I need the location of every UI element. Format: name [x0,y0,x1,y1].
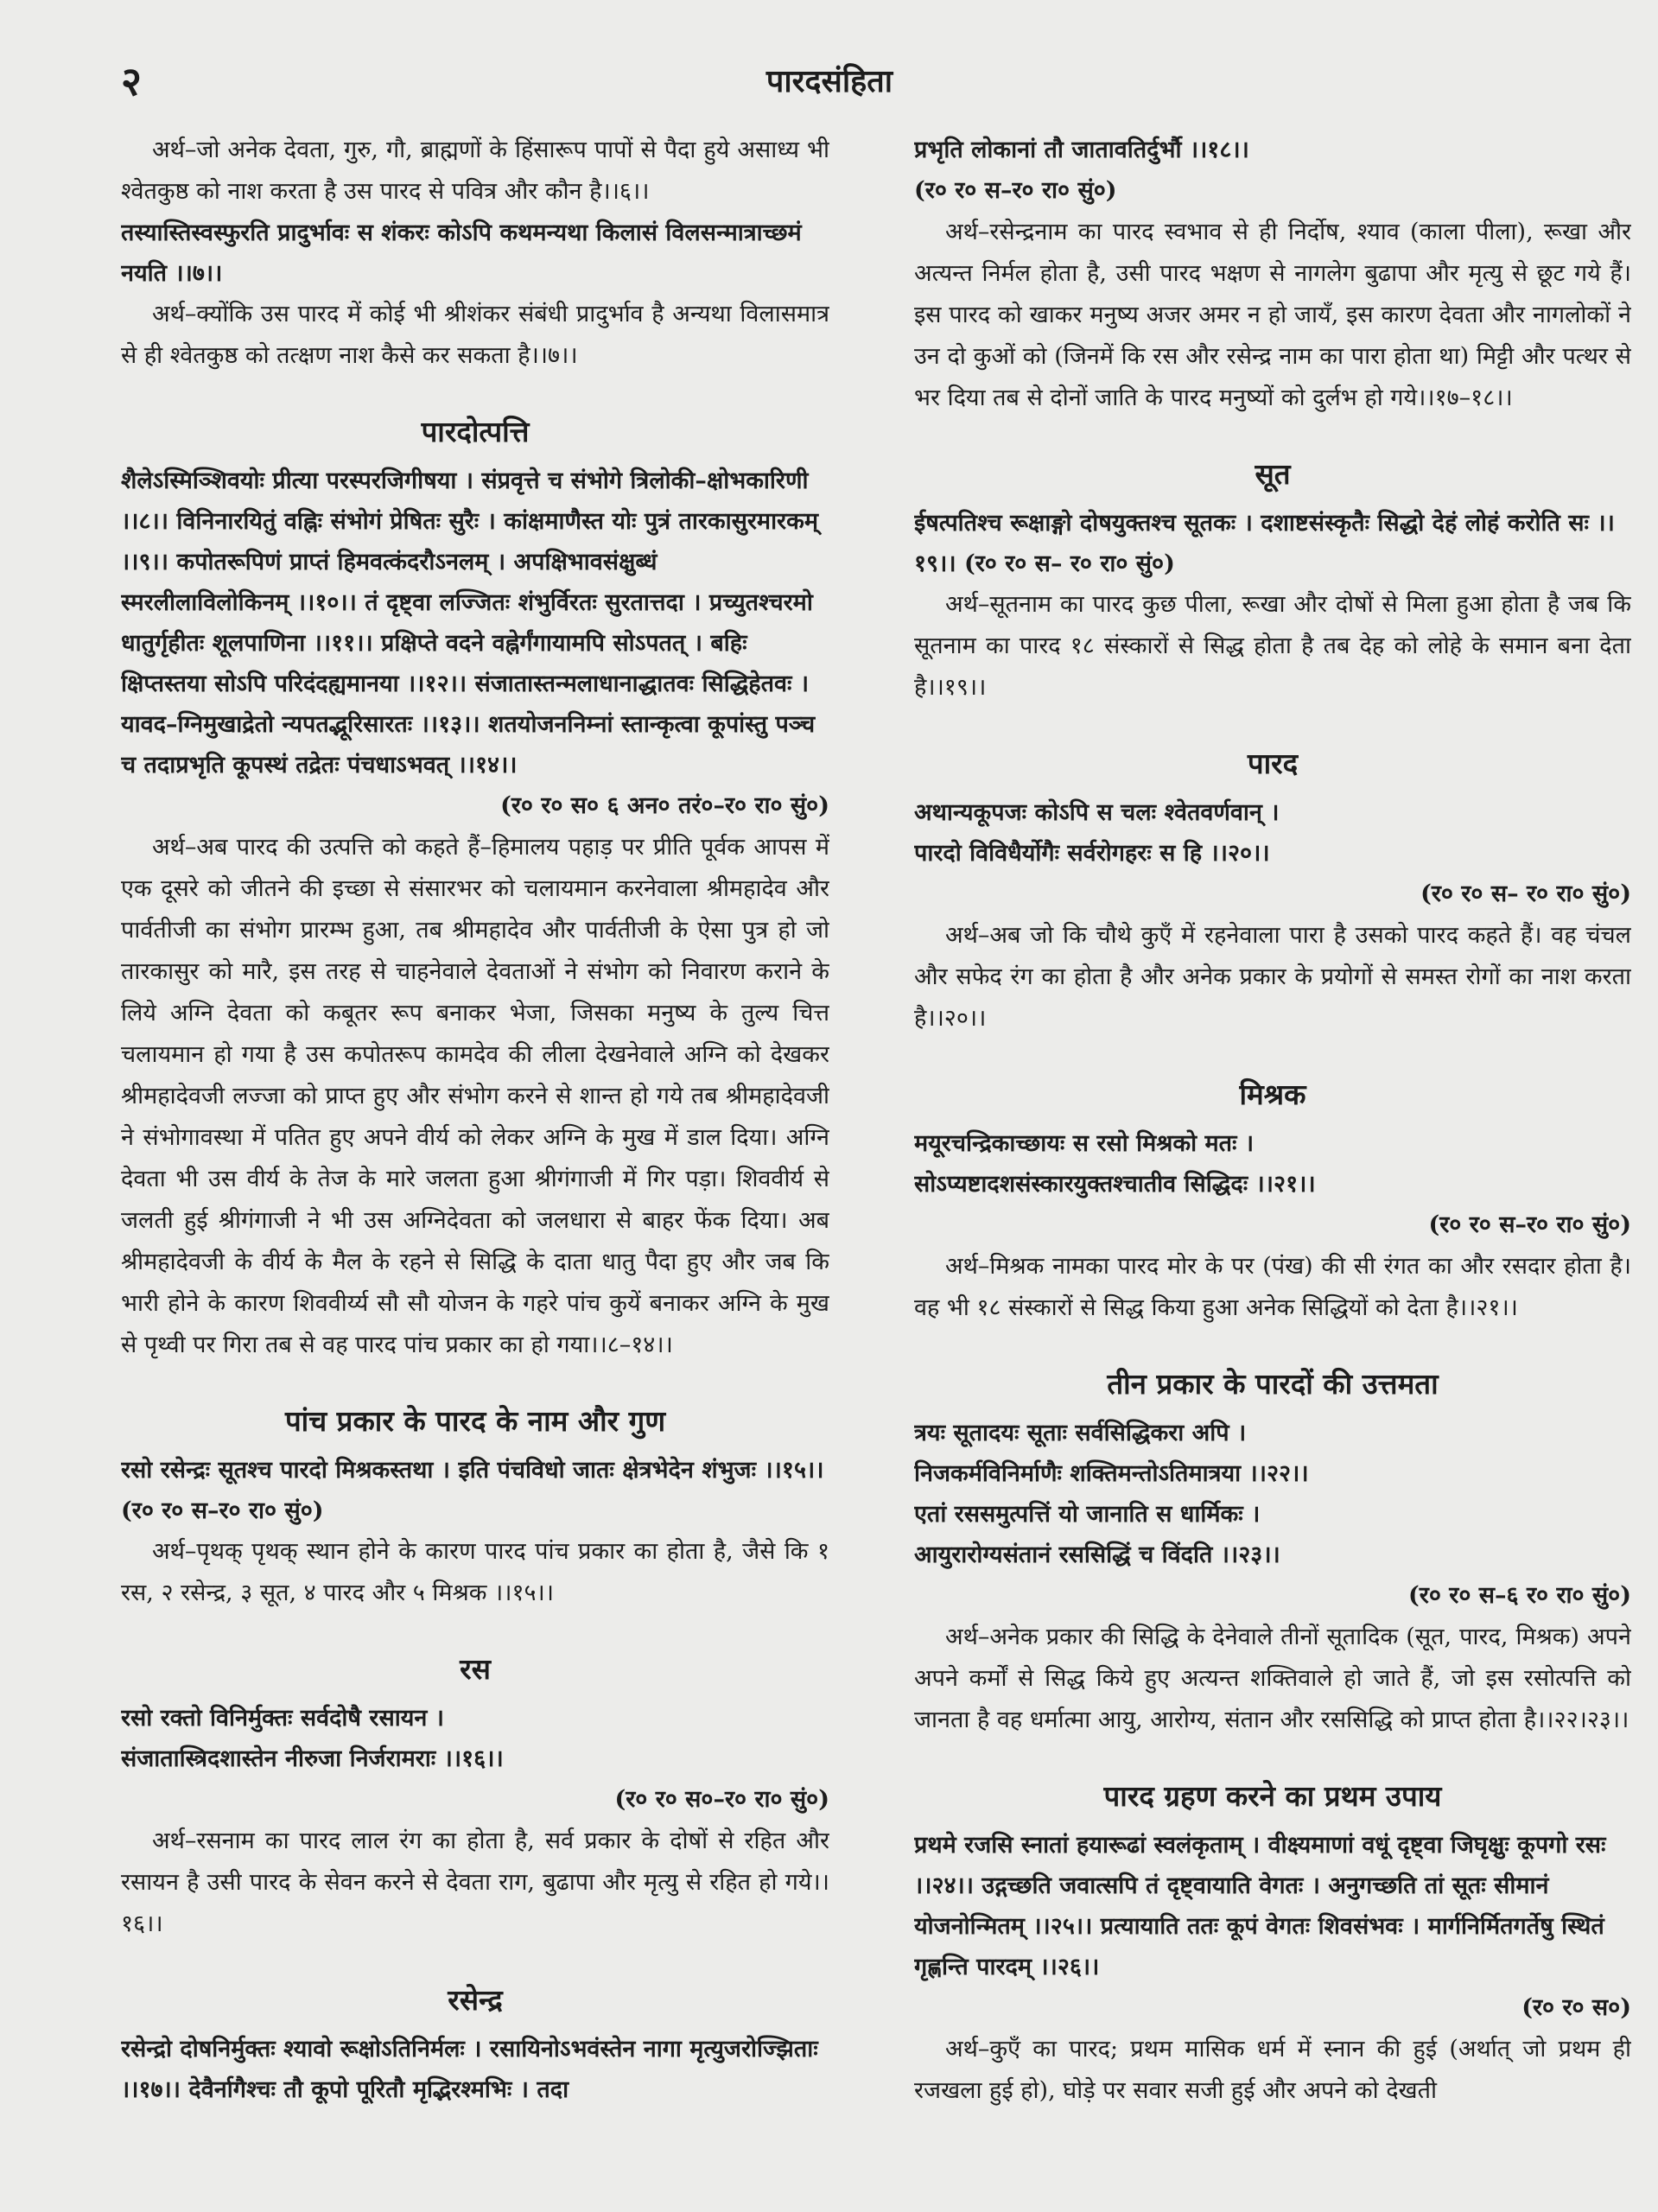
heading-rasa: रस [460,1652,491,1686]
sanskrit-verse-18: प्रभृति लोकानां तौ जातावतिर्दुर्भौ ।।१८।। [914,137,1249,163]
reference-21: (र० र० स–र० रा० सुं०) [1428,1211,1631,1238]
sanskrit-verse-21-line2: सोऽप्यष्टादशसंस्कारयुक्तश्चातीव सिद्धिदः ।।२१।। [914,1171,1316,1198]
meaning-verses-22-23: अर्थ–अनेक प्रकार की सिद्धि के देनेवाले तीनों सूतादिक (सूत, पारद, मिश्रक) अपने अपने कर्मों से सिद्ध किये हुए अत्यन्त शक्तिवाले हो जाते हैं, जो इस रसोत्पत्ति को जानता है वह धर्मात्मा आयु, आरोग्य, संतान और रससिद्धि को प्राप्त होता है।।२२।२३।। [914,1624,1631,1733]
sanskrit-verse-22-line2: निजकर्मविनिर्माणैः शक्तिमन्तोऽतिमात्रया ।।२२।। [914,1460,1309,1487]
reference-16: (र० र० स०–र० रा० सुं०) [614,1786,829,1813]
heading-three-types-excellence: तीन प्रकार के पारदों की उत्तमता [1107,1367,1439,1401]
sanskrit-verse-22-line1: त्रयः सूतादयः सूताः सर्वसिद्धिकरा अपि । [914,1420,1247,1446]
reference-8-14: (र० र० स० ६ अन० तरं०–र० रा० सुं०) [500,792,829,819]
running-title: पारदसंहिता [765,63,893,99]
heading-parad-utpatti: पारदोत्पत्ति [421,415,530,448]
heading-parada: पारद [1247,747,1299,780]
heading-five-types: पांच प्रकार के पारद के नाम और गुण [284,1404,666,1438]
sanskrit-verses-8-14: शैलेऽस्मिञ्शिवयोः प्रीत्या परस्परजिगीषया । संप्रवृत्ते च संभोगे त्रिलोकी–क्षोभकारिणी ।।८।। विनिनारयितुं वह्निः संभोगं प्रेषितः सुरैः । कांक्षमाणैस्त योः पुत्रं तारकासुरमारकम् ।।९।। कपोतरूपिणं प्राप्तं हिमवत्कंदरौऽनलम् । अपक्षिभावसंक्षुब्धं स्मरलीलाविलोकिनम् ।।१०।। तं दृष्ट्वा लज्जितः शंभुर्विरतः सुरतात्तदा । प्रच्युतश्चरमो धातुर्गृहीतः शूलपाणिना ।।११।। प्रक्षिप्ते वदने वह्नेर्गंगायामपि सोऽपतत् । बहिः क्षिप्तस्तया सोऽपि परिदंदह्यमानया ।।१२।। संजातास्तन्मलाधानाद्धातवः सिद्धिहेतवः । यावद–ग्निमुखाद्रेतो न्यपतद्भूरिसारतः ।।१३।। शतयोजननिम्नां स्तान्कृत्वा कूपांस्तु पञ्च च तदाप्रभृति कूपस्थं तद्रेतः पंचधाऽभवत् ।।१४।। [121,467,818,779]
sanskrit-verse-21-line1: मयूरचन्द्रिकाच्छायः स रसो मिश्रको मतः । [914,1130,1255,1157]
meaning-verses-17-18: अर्थ–रसेन्द्रनाम का पारद स्वभाव से ही निर्दोष, श्याव (काला पीला), रूखा और अत्यन्त निर्मल होता है, उसी पारद भक्षण से नागलेग बुढापा और मृत्यु से छूट गये हैं। इस पारद को खाकर मनुष्य अजर अमर न हो जायँ, इस कारण देवता और नागलोकों ने उन दो कुओं को (जिनमें कि रस और रसेन्द्र नाम का पारा होता था) मिट्टी और पत्थर से भर दिया तब से दोनों जाति के पारद मनुष्यों को दुर्लभ हो गये।।१७–१८।। [914,219,1631,411]
heading-suta: सूत [1255,457,1291,491]
sanskrit-verses-24-26: प्रथमे रजसि स्नातां हयारूढां स्वलंकृताम् । वीक्ष्यमाणां वधूं दृष्ट्वा जिघृक्षुः कूपगो रसः ।।२४।। उद्गच्छति जवात्सपि तं दृष्ट्वायाति वेगतः । अनुगच्छति तां सूतः सीमानं योजनोन्मितम् ।।२५।। प्रत्यायाति ततः कूपं वेगतः शिवसंभवः । मार्गनिर्मितगर्तेषु स्थितं गृह्णन्ति पारदम् ।।२६।। [914,1832,1606,1980]
meaning-verse-21: अर्थ–मिश्रक नामका पारद मोर के पर (पंख) की सी रंगत का और रसदार होता है। वह भी १८ संस्कारों से सिद्ध किया हुआ अनेक सिद्धियों को देता है।।२१।। [914,1253,1631,1321]
sanskrit-verse-23-line2: आयुरारोग्यसंतानं रससिद्धिं च विंदति ।।२३।। [914,1541,1280,1568]
page-header [121,54,1538,114]
sanskrit-verse-23-line1: एतां रससमुत्पत्तिं यो जानाति स धार्मिकः । [914,1501,1261,1528]
sanskrit-verse-16-line1: रसो रक्तो विनिर्मुक्तः सर्वदोषै रसायन । [121,1705,444,1732]
meaning-verse-20: अर्थ–अब जो कि चौथे कुएँ में रहनेवाला पारा है उसको पारद कहते हैं। वह चंचल और सफेद रंग का होता है और अनेक प्रकार के प्रयोगों से समस्त रोगों का नाश करता है।।२०।। [914,922,1631,1032]
right-column [914,130,1631,2195]
meaning-verse-7: अर्थ–क्योंकि उस पारद में कोई भी श्रीशंकर संबंधी प्रादुर्भाव है अन्यथा विलासमात्र से ही श्वेतकुष्ठ को तत्क्षण नाश कैसे कर सकता है।।७।। [121,301,829,369]
sanskrit-verse-19: ईषत्पतिश्च रूक्षाङ्गो दोषयुक्तश्च सूतकः । दशाष्टसंस्कृतैः सिद्धो देहं लोहं करोति सः ।।१९।। (र० र० स– र० रा० सुं०) [914,510,1615,577]
page-number: २ [121,58,142,105]
meaning-verse-19: अर्थ–सूतनाम का पारद कुछ पीला, रूखा और दोषों से मिला हुआ होता है जब कि सूतनाम का पारद १८ संस्कारों से सिद्ध होता है तब देह को लोहे के समान बना देता है।।१९।। [914,591,1631,701]
sanskrit-verse-16-line2: संजातास्त्रिदशास्तेन नीरुजा निर्जरामराः ।।१६।। [121,1745,504,1772]
sanskrit-verse-20-line2: पारदो विविधैर्योगैः सर्वरोगहरः स हि ।।२०।। [914,840,1270,867]
sanskrit-verse-15: रसो रसेन्द्रः सूतश्च पारदो मिश्रकस्तथा । इति पंचविधो जातः क्षेत्रभेदेन शंभुजः ।।१५।। (र० र० स–र० रा० सुं०) [121,1457,824,1524]
meaning-verses-8-14: अर्थ–अब पारद की उत्पत्ति को कहते हैं–हिमालय पहाड़ पर प्रीति पूर्वक आपस में एक दूसरे को जीतने की इच्छा से संसारभर को चलायमान करनेवाला श्रीमहादेव और पार्वतीजी का संभोग प्रारम्भ हुआ, तब श्रीमहादेव और पार्वतीजी के ऐसा पुत्र हो जो तारकासुर को मारै, इस तरह से चाहनेवाले देवताओं ने संभोग को निवारण कराने के लिये अग्नि देवता को कबूतर रूप बनाकर भेजा, जिसका मनुष्य के तुल्य चित्त चलायमान हो गया है उस कपोतरूप कामदेव की लीला देखनेवाले अग्नि को देखकर श्रीमहादेवजी लज्जा को प्राप्त हुए और संभोग करने से शान्त हो गये तब श्रीमहादेवजी ने संभोगावस्था में पतित हुए अपने वीर्य को लेकर अग्नि के मुख में डाल दिया। अग्नि देवता भी उस वीर्य के तेज के मारे जलता हुआ श्रीगंगाजी में गिर पड़ा। शिववीर्य से जलती हुई श्रीगंगाजी ने भी उस अग्निदेवता को जलधारा से बाहर फेंक दिया। अब श्रीमहादेवजी के वीर्य के मैल के रहने से सिद्धि के दाता धातु पैदा हुए और जब कि भारी होने के कारण शिववीर्य्य सौ सौ योजन के गहरे पांच कुयें बनाकर अग्नि के मुख से पृथ्वी पर गिरा तब से वह पारद पांच प्रकार का हो गया।।८–१४।। [121,834,829,1358]
sanskrit-verse-7: तस्यास्तिस्वस्फुरति प्रादुर्भावः स शंकरः कोऽपि कथमन्यथा किलासं विलसन्मात्राच्छमं नयति ।।७।। [121,219,802,287]
heading-first-method-of-obtaining: पारद ग्रहण करने का प्रथम उपाय [1103,1779,1442,1813]
sanskrit-verse-20-line1: अथान्यकूपजः कोऽपि स चलः श्वेतवर्णवान् । [914,799,1280,826]
meaning-verses-24-26: अर्थ–कुएँ का पारद; प्रथम मासिक धर्म में स्नान की हुई (अर्थात् जो प्रथम ही रजखला हुई हो), घोड़े पर सवार सजी हुई और अपने को देखती [914,2036,1631,2104]
meaning-verse-15: अर्थ–पृथक् पृथक् स्थान होने के कारण पारद पांच प्रकार का होता है, जैसे कि १ रस, २ रसेन्द्र, ३ सूत, ४ पारद और ५ मिश्रक ।।१५।। [121,1538,829,1606]
reference-26: (र० र० स०) [1521,1994,1631,2021]
reference-20: (र० र० स– र० रा० सुं०) [1420,880,1631,907]
meaning-verse-6: अर्थ–जो अनेक देवता, गुरु, गौ, ब्राह्मणों के हिंसारूप पापों से पैदा हुये असाध्य भी श्वेतकुष्ठ को नाश करता है उस पारद से पवित्र और कौन है।।६।। [121,137,829,205]
heading-rasendra: रसेन्द्र [448,1983,503,2017]
meaning-verse-16: अर्थ–रसनाम का पारद लाल रंग का होता है, सर्व प्रकार के दोषों से रहित और रसायन है उसी पारद के सेवन करने से देवता राग, बुढापा और मृत्यु से रहित हो गये।।१६।। [121,1827,829,1937]
reference-18: (र० र० स–र० रा० सुं०) [914,177,1117,204]
sanskrit-verse-17: रसेन्द्रो दोषनिर्मुक्तः श्यावो रूक्षोऽतिनिर्मलः । रसायिनोऽभवंस्तेन नागा मृत्युजरोज्झिताः ।।१७।। देवैर्नागैश्चः तौ कूपो पूरितौ मृद्भिरश्मभिः । तदा [121,2036,818,2103]
heading-mishraka: मिश्रक [1239,1077,1306,1111]
reference-23: (र० र० स–६ र० रा० सुं०) [1408,1582,1631,1609]
left-column [121,130,829,2195]
